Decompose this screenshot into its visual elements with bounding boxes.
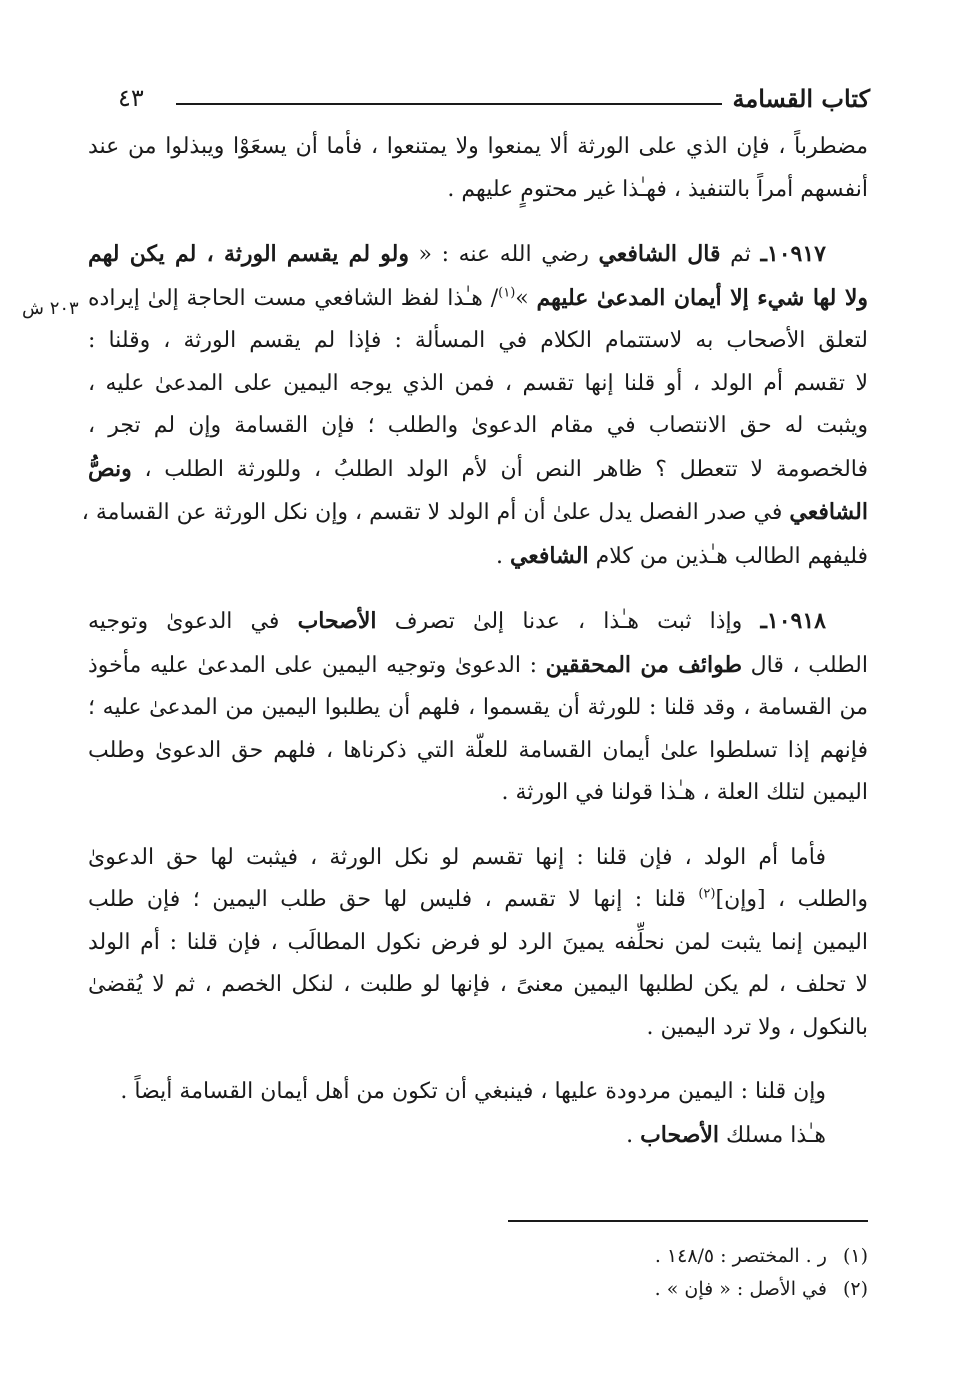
page-number: ٤٣ (118, 84, 144, 112)
text-run: . (626, 1122, 641, 1148)
bold-run: الشافعي (789, 499, 868, 525)
footnote-reference[interactable]: (١) (498, 285, 516, 301)
margin-note: ٢٠٣ ش (22, 298, 79, 319)
footnote-text: ر . المختصر : ١٤٨/٥ . (654, 1245, 827, 1267)
paragraph-number: ١٠٩١٨ـ (760, 608, 826, 634)
text-line: لا تحلف ، لم يكن لطلبها اليمين معنىً ، فإنها لو طلبت ، لنكل الخصم ، ثم لا يُقضىٰ (88, 972, 868, 997)
header-rule (176, 103, 722, 105)
text-line (88, 879, 868, 922)
text-run: . (495, 543, 510, 569)
text-line: لا تقسم أم الولد ، أو قلنا إنها تقسم ، فمن الذي يوجه اليمين على المدعىٰ عليه ، (88, 370, 868, 396)
text-run: والطلب ، [وإن] (715, 887, 868, 912)
footnote-marker: (٢) (842, 1278, 868, 1300)
text-line: اليمين لتلك العلة ، هـٰذا قولنا في الورثة . (501, 780, 868, 805)
text-line: بالنكول ، ولا ترد اليمين . (646, 1014, 868, 1040)
text-run: فليفهم الطالب هـٰذين من كلام (588, 543, 868, 569)
text-line: من القسامة ، وقد قلنا : للورثة أن يقسموا ، فلهم أن يطلبوا اليمين من المدعىٰ عليه ؛ (88, 695, 868, 720)
text-run: وإذا ثبت هـٰذا ، عدنا إلىٰ تصرف (376, 609, 761, 634)
footnote-item (88, 1273, 868, 1306)
text-line: مضطرباً ، فإن الذي على الورثة ألا يمنعوا ولا يمتنعوا ، فأما أن يسعَوْا ويبذلوا من عند (88, 134, 868, 159)
bold-run: الأصحاب (297, 608, 377, 634)
text-line: ويثبت له حق الانتصاب في مقام الدعوىٰ والطلب ؛ فإن القسامة وإن لم تجر ، (88, 413, 868, 438)
bold-run: الشافعي (509, 542, 589, 569)
text-run: » (515, 285, 537, 311)
text-run: رضي الله عنه : « (408, 242, 599, 267)
text-run: : الدعوىٰ وتوجيه اليمين على المدعىٰ عليه مأخوذ (88, 652, 546, 678)
text-line (88, 277, 868, 321)
text-run: الطلب ، قال (742, 652, 868, 678)
text-run: قلنا : إنها لا تقسم ، فليس لها حق طلب اليمين ؛ فإن طلب (88, 887, 699, 912)
text-run: ثم (720, 242, 761, 267)
text-line: فإنهم إذا تسلطوا علىٰ أيمان القسامة للعلّة التي ذكرناها ، فلهم حق الدعوىٰ وطلب (88, 737, 868, 763)
text-run: في الدعوىٰ وتوجيه (88, 609, 298, 634)
text-line (88, 600, 868, 644)
body-text (81, 126, 868, 1157)
footnote-item (88, 1240, 868, 1273)
text-line (88, 448, 868, 492)
quoted-text: ولا لها شيء إلا أيمان المدعىٰ عليهم (536, 284, 868, 311)
paragraph-10917 (81, 233, 868, 578)
bold-run: الأصحاب (640, 1121, 720, 1148)
paragraph (88, 1114, 868, 1158)
footnote-text: في الأصل : « فإن » . (654, 1278, 827, 1300)
text-run: فالخصومة لا تتعطل ؟ ظاهر النص أن لأم الولد الطلبُ ، وللورثة الطلب ، (131, 456, 868, 482)
paragraph (88, 1071, 868, 1114)
text-line: أنفسهم أمراً بالتنفيذ ، فهـٰذا غير محتومٍ عليهم . (447, 176, 868, 202)
bold-run: قال الشافعي (598, 241, 721, 267)
text-line (88, 644, 868, 688)
text-line: وإن قلنا : اليمين مردودة عليها ، فينبغي أن تكون من أهل أيمان القسامة أيضاً . (120, 1079, 826, 1104)
footnote-marker: (١) (842, 1245, 868, 1267)
footnotes (88, 1240, 868, 1306)
paragraph (88, 126, 868, 211)
footnote-separator (508, 1220, 868, 1222)
text-line: لتعلق الأصحاب به لاستتمام الكلام في المسألة : فإذا لم يقسم الورثة ، وقلنا : (88, 328, 868, 353)
text-line (88, 233, 868, 277)
bold-run: ونصُّ (88, 455, 132, 482)
bold-run: طوائف من المحققين (545, 651, 743, 678)
text-run: / هـٰذا لفظ الشافعي مست الحاجة إلىٰ إيراده (88, 285, 499, 311)
text-run: هـٰذا مسلك (719, 1122, 826, 1148)
paragraph-number: ١٠٩١٧ـ (760, 241, 826, 267)
text-line: اليمين إنما يثبت لمن نحلِّفه يمينَ الرد لو فرض نكول المطالَب ، فإن قلنا : أم الولد (88, 929, 868, 955)
quoted-text: ولو لم يقسم الورثة ، لم يكن لهم (88, 241, 409, 267)
text-line (81, 491, 868, 535)
paragraph-10918 (88, 600, 868, 815)
text-line: فأما أم الولد ، فإن قلنا : إنها تقسم لو نكل الورثة ، فيثبت لها حق الدعوىٰ (88, 844, 826, 870)
text-line (88, 535, 868, 579)
page-header (118, 84, 870, 120)
text-line (88, 1114, 868, 1158)
paragraph (88, 837, 868, 1050)
text-run: في صدر الفصل يدل علىٰ أن أم الولد لا تقسم ، وإن نكل الورثة عن القسامة ، (81, 500, 790, 525)
running-title: كتاب القسامة (732, 84, 870, 113)
footnote-reference[interactable]: (٢) (698, 886, 716, 902)
